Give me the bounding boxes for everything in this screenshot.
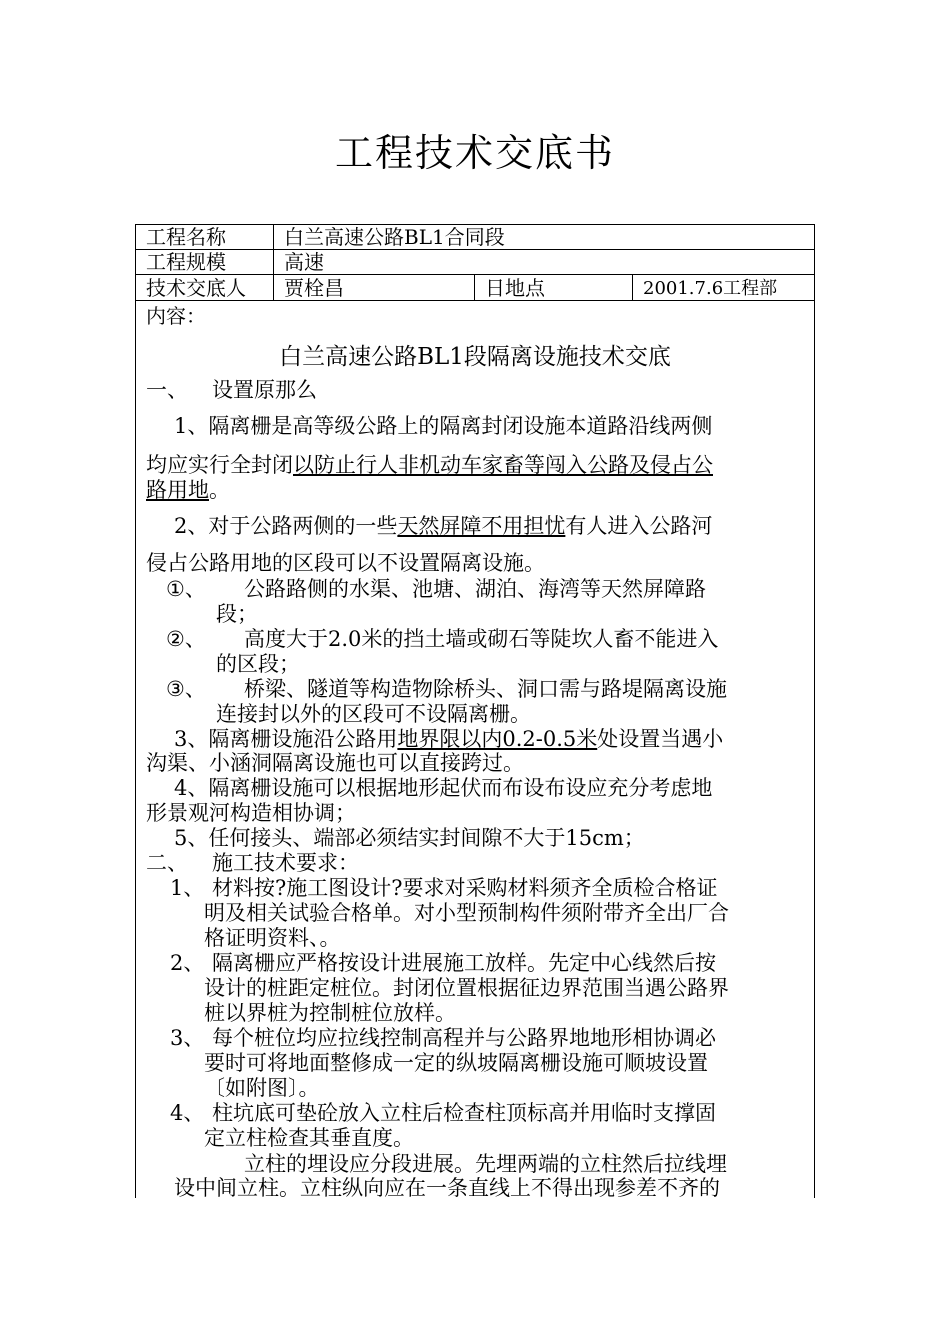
paragraph-line: 5、任何接头、端部必须结实封间隙不大于15cm； [174,826,645,850]
paragraph-line: 4、隔离栅设施可以根据地形起伏而布设布设应充分考虑地 [174,776,713,800]
list-item-line: 每个桩位均应拉线控制高程并与公路界地地形相协调必 [212,1026,716,1050]
list-item-line: 格证明资料、。 [204,926,341,950]
content-label: 内容： [146,304,206,328]
list-item-line: 的区段； [216,652,300,676]
list-number: 1、 [170,876,205,900]
list-item-line: 明及相关试验合格单。对小型预制构件须附带齐全出厂合 [204,901,729,925]
list-item-line: 隔离栅应严格按设计进展施工放样。先定中心线然后按 [212,951,716,975]
paragraph-line: 沟渠、小涵洞隔离设施也可以直接跨过。 [146,751,524,775]
table-row-divider [135,249,815,250]
list-item-line: 桥梁、隧道等构造物除桥头、洞口需与路堤隔离设施 [244,677,727,701]
list-item-line: 高度大于2.0米的挡土墙或砌石等陡坎人畜不能进入 [244,627,719,651]
list-item-line: 定立柱检查其垂直度。 [204,1126,414,1150]
text-run: 。 [209,478,230,502]
paragraph-line: 侵占公路用地的区段可以不设置隔离设施。 [146,551,545,575]
tech-person-value: 贾栓昌 [284,276,344,300]
table-col-divider [632,274,633,300]
list-number: 4、 [170,1101,205,1125]
section-number: 二、 [146,851,188,875]
section-heading: 施工技术要求： [212,851,359,875]
list-item-line: 桩以界桩为控制桩位放样。 [204,1001,456,1025]
project-name-value: 白兰高速公路BL1合同段 [284,225,505,249]
list-item-line: 连接封以外的区段可不设隔离栅。 [216,702,531,726]
text-run: 2、对于公路两侧的一些 [174,514,398,538]
paragraph-line: 1、隔离栅是高等级公路上的隔离封闭设施本道路沿线两侧 [174,414,713,438]
project-scale-label: 工程规模 [146,250,226,274]
section-number: 一、 [146,378,188,402]
text-run: 有人进入公路河 [565,514,713,538]
text-run: 3、隔离栅设施沿公路用 [174,727,398,751]
paragraph-line: 立柱的埋设应分段进展。先埋两端的立柱然后拉线埋 [244,1152,727,1176]
paragraph-line: 设中间立柱。立柱纵向应在一条直线上不得出现参差不齐的 [174,1176,720,1200]
project-name-label: 工程名称 [146,225,226,249]
table-row-divider [135,274,815,275]
paragraph-line [174,513,712,539]
underlined-text: 路用地 [146,478,209,502]
list-item-line: 公路路侧的水渠、池塘、湖泊、海湾等天然屏障路 [244,577,706,601]
paragraph-line [146,452,713,478]
list-item-line: 〔如附图〕。 [204,1076,320,1100]
table-col-divider [474,274,475,300]
paragraph-line [174,726,723,752]
paragraph-line: 形景观河构造相协调； [146,801,356,825]
section-heading: 设置原那么 [212,378,317,402]
underlined-text: 天然屏障不用担忧 [397,514,566,538]
list-number: ③、 [166,677,206,701]
list-number: 3、 [170,1026,205,1050]
list-number: ②、 [166,627,206,651]
list-item-line: 要时可将地面整修成一定的纵坡隔离栅设施可顺坡设置 [204,1051,708,1075]
list-number: ①、 [166,577,206,601]
document-title: 工程技术交底书 [334,131,615,175]
underlined-text: 地界限以内0.2-0.5米 [397,727,598,751]
list-item-line: 设计的桩距定桩位。封闭位置根据征边界范围当遇公路界 [204,976,729,1000]
list-item-line: 材料按?施工图设计?要求对采购材料须齐全质检合格证 [212,876,718,900]
content-subtitle: 白兰高速公路BL1段隔离设施技术交底 [279,344,671,370]
table-col-divider [273,224,274,300]
underlined-text: 以防止行人非机动车家畜等闯入公路及侵占公 [293,453,713,477]
date-place-label: 日地点 [485,276,545,300]
date-place-value: 2001.7.6工程部 [643,278,778,299]
list-item-line: 柱坑底可垫砼放入立柱后检查柱顶标高并用临时支撑固 [212,1101,716,1125]
list-item-line: 段； [216,602,258,626]
list-number: 2、 [170,951,205,975]
text-run: 处设置当遇小 [597,727,724,751]
tech-person-label: 技术交底人 [146,276,246,300]
text-run: 均应实行全封闭 [146,453,293,477]
project-scale-value: 高速 [284,250,324,274]
paragraph-line [146,477,230,503]
